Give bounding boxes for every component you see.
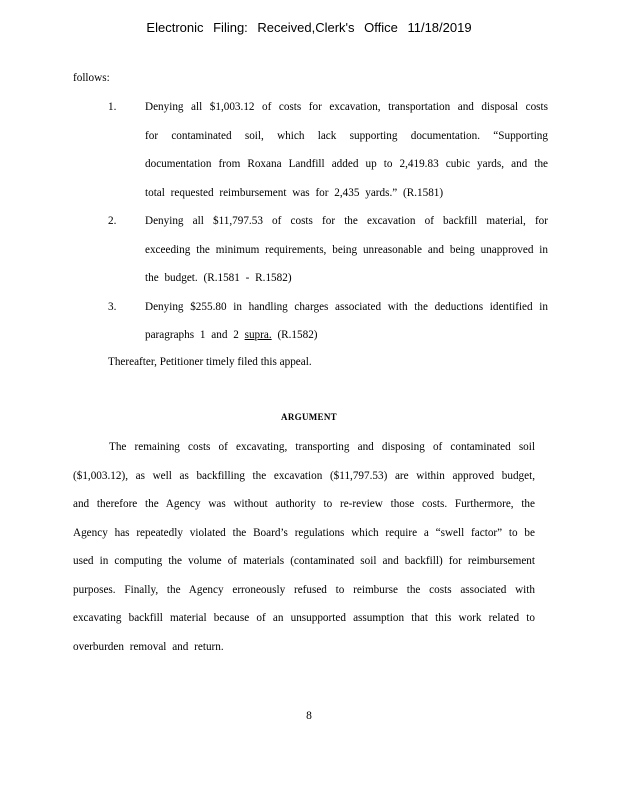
list-item-text: Denying all $11,797.53 of costs for the excavation of backfill material, for exceeding the minimum requirements, being unreasonable and being unapproved in the budget. (R.1581 - R.1582) (145, 215, 548, 284)
deductions-list (108, 93, 548, 350)
list-item-number: 1. (108, 101, 117, 113)
argument-heading: ARGUMENT (281, 412, 337, 422)
list-item-text: Denying all $1,003.12 of costs for excavation, transportation and disposal costs for contaminated soil, which lack supporting documentation. “Supporting documentation from Roxana Landfill added up to 2,419.83 cubic yards, and the total requested reimbursement was for 2,435 yards.” (R.1581) (145, 101, 548, 199)
lead-text: follows: (73, 72, 110, 84)
list-item-text (145, 293, 548, 350)
list-item (108, 93, 548, 207)
argument-text: The remaining costs of excavating, transporting and disposing of contaminated soil ($1,003.12), as well as backfilling the excavation ($11,797.53) are within approved budget, and therefore the Agency was without authority to re-review those costs. Furthermore, the Agency has repeatedly violated the Board’s regulations which require a “swell factor” to be used in computing the volume of materials (contaminated soil and backfill) for reimbursement purposes. Finally, the Agency erroneously refused to reimburse the costs associated with excavating backfill material because of an unsupported assumption that this work related to overburden removal and return. (73, 441, 535, 653)
page-number: 8 (306, 710, 312, 722)
filing-header: Electronic Filing: Received,Clerk's Office 11/18/2019 (146, 20, 472, 35)
list-item (108, 207, 548, 293)
list-item-number: 2. (108, 215, 117, 227)
list-item-number: 3. (108, 300, 117, 313)
list-item (108, 293, 548, 350)
list-item-text-before: Denying $255.80 in handling charges associated with the deductions identified in paragraphs 1 and 2 (145, 300, 548, 341)
after-list-text: Thereafter, Petitioner timely filed this appeal. (108, 356, 312, 368)
argument-paragraph (73, 433, 535, 661)
list-item-text-after: (R.1582) (271, 329, 318, 341)
supra-reference: supra. (244, 329, 272, 341)
